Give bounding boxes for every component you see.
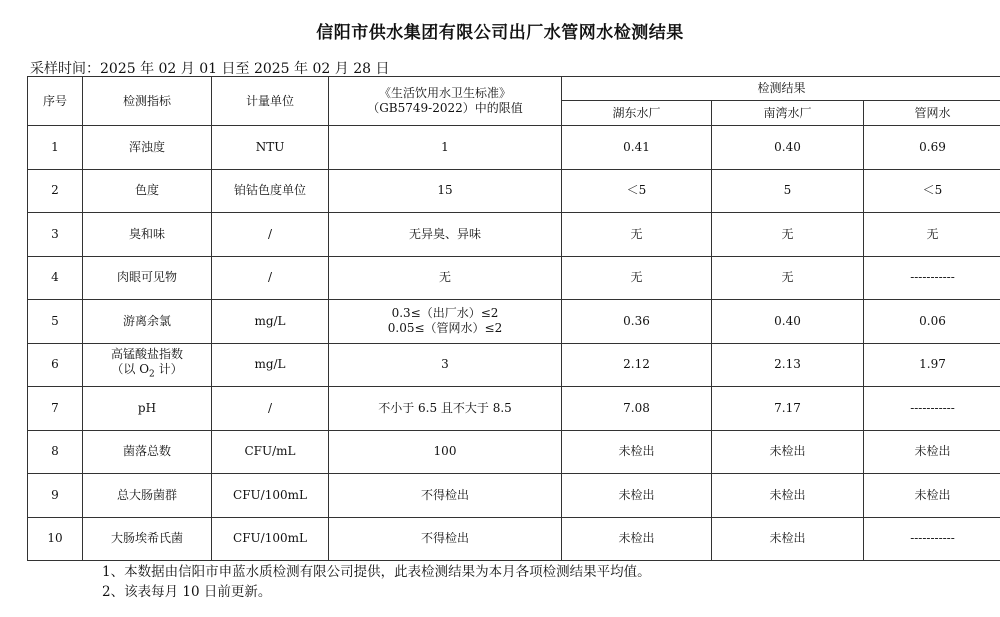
table-row [28, 126, 1000, 170]
cell-nanwan: 7.17 [712, 387, 864, 431]
header-row [28, 77, 1000, 101]
cell-network: 1.97 [864, 343, 1000, 387]
cell-hudong: 无 [562, 256, 712, 300]
cell-nanwan: 未检出 [712, 517, 864, 561]
cell-network: ----------- [864, 256, 1000, 300]
table-row [28, 169, 1000, 213]
cell-hudong: 未检出 [562, 517, 712, 561]
cell-unit: / [212, 256, 329, 300]
cell-seq: 6 [28, 343, 83, 387]
cell-seq: 10 [28, 517, 83, 561]
cell-indicator: pH [83, 387, 212, 431]
header-seq: 序号 [28, 77, 83, 126]
cell-hudong: 无 [562, 213, 712, 257]
cell-limit: 100 [329, 430, 562, 474]
cell-limit: 不小于 6.5 且不大于 8.5 [329, 387, 562, 431]
cell-indicator: 臭和味 [83, 213, 212, 257]
cell-nanwan: 5 [712, 169, 864, 213]
cell-indicator: 菌落总数 [83, 430, 212, 474]
cell-nanwan: 0.40 [712, 126, 864, 170]
cell-network: 0.06 [864, 300, 1000, 344]
cell-hudong: ＜5 [562, 169, 712, 213]
cell-unit: / [212, 387, 329, 431]
cell-hudong: 未检出 [562, 474, 712, 518]
cell-indicator: 游离余氯 [83, 300, 212, 344]
cell-limit: 不得检出 [329, 517, 562, 561]
table-row [28, 430, 1000, 474]
table-row [28, 256, 1000, 300]
cell-seq: 7 [28, 387, 83, 431]
cell-seq: 5 [28, 300, 83, 344]
cell-network: ----------- [864, 387, 1000, 431]
header-unit: 计量单位 [212, 77, 329, 126]
cell-indicator-line1: 高锰酸盐指数 [110, 347, 183, 362]
cell-network: 无 [864, 213, 1000, 257]
indicator-suffix: 计） [154, 362, 183, 377]
cell-indicator: 色度 [83, 169, 212, 213]
cell-limit: 无异臭、异味 [329, 213, 562, 257]
cell-limit: 不得检出 [329, 474, 562, 518]
cell-unit: CFU/mL [212, 430, 329, 474]
note-2: 2、该表每月 10 日前更新。 [102, 584, 272, 600]
cell-indicator-line2 [85, 362, 209, 382]
cell-hudong: 0.41 [562, 126, 712, 170]
cell-unit: NTU [212, 126, 329, 170]
cell-network: 未检出 [864, 474, 1000, 518]
header-limit-line1: 《生活饮用水卫生标准》 [378, 86, 511, 100]
indicator-prefix: （以 O [111, 362, 150, 377]
cell-network: ＜5 [864, 169, 1000, 213]
header-nanwan: 南湾水厂 [712, 101, 864, 126]
cell-limit: 1 [329, 126, 562, 170]
indicator-subscript: 2 [149, 369, 155, 380]
cell-seq: 2 [28, 169, 83, 213]
table-row [28, 213, 1000, 257]
header-results: 检测结果 [562, 77, 1000, 101]
cell-network: 未检出 [864, 430, 1000, 474]
cell-hudong: 7.08 [562, 387, 712, 431]
table-row [28, 343, 1000, 387]
cell-limit [329, 300, 562, 344]
header-hudong: 湖东水厂 [562, 101, 712, 126]
header-limit [329, 77, 562, 126]
header-indicator: 检测指标 [83, 77, 212, 126]
cell-unit: CFU/100mL [212, 517, 329, 561]
cell-unit: / [212, 213, 329, 257]
cell-network: ----------- [864, 517, 1000, 561]
cell-indicator [83, 343, 212, 387]
cell-limit-line2: 0.05≤（管网水）≤2 [387, 321, 503, 336]
cell-nanwan: 未检出 [712, 474, 864, 518]
cell-network: 0.69 [864, 126, 1000, 170]
cell-hudong: 未检出 [562, 430, 712, 474]
cell-seq: 8 [28, 430, 83, 474]
cell-hudong: 0.36 [562, 300, 712, 344]
cell-indicator: 总大肠菌群 [83, 474, 212, 518]
cell-limit: 无 [329, 256, 562, 300]
header-limit-line2: （GB5749-2022）中的限值 [367, 101, 523, 115]
cell-indicator: 浑浊度 [83, 126, 212, 170]
cell-unit: 铂钴色度单位 [212, 169, 329, 213]
table-row [28, 300, 1000, 344]
cell-nanwan: 无 [712, 213, 864, 257]
cell-unit: mg/L [212, 343, 329, 387]
table-row [28, 387, 1000, 431]
cell-limit: 15 [329, 169, 562, 213]
cell-indicator: 肉眼可见物 [83, 256, 212, 300]
cell-limit-line1: 0.3≤（出厂水）≤2 [391, 306, 499, 321]
cell-limit: 3 [329, 343, 562, 387]
results-table [27, 76, 1000, 561]
cell-seq: 1 [28, 126, 83, 170]
page-title: 信阳市供水集团有限公司出厂水管网水检测结果 [316, 23, 684, 43]
cell-seq: 4 [28, 256, 83, 300]
cell-unit: CFU/100mL [212, 474, 329, 518]
cell-seq: 9 [28, 474, 83, 518]
note-1: 1、本数据由信阳市申蓝水质检测有限公司提供，此表检测结果为本月各项检测结果平均值。 [102, 564, 651, 580]
cell-seq: 3 [28, 213, 83, 257]
cell-hudong: 2.12 [562, 343, 712, 387]
sample-time: 采样时间：2025 年 02 月 01 日至 2025 年 02 月 28 日 [30, 61, 390, 77]
table-row [28, 517, 1000, 561]
cell-unit: mg/L [212, 300, 329, 344]
table-row [28, 474, 1000, 518]
cell-nanwan: 无 [712, 256, 864, 300]
notes [102, 562, 651, 602]
cell-indicator: 大肠埃希氏菌 [83, 517, 212, 561]
header-network: 管网水 [864, 101, 1000, 126]
cell-nanwan: 2.13 [712, 343, 864, 387]
cell-nanwan: 未检出 [712, 430, 864, 474]
cell-nanwan: 0.40 [712, 300, 864, 344]
